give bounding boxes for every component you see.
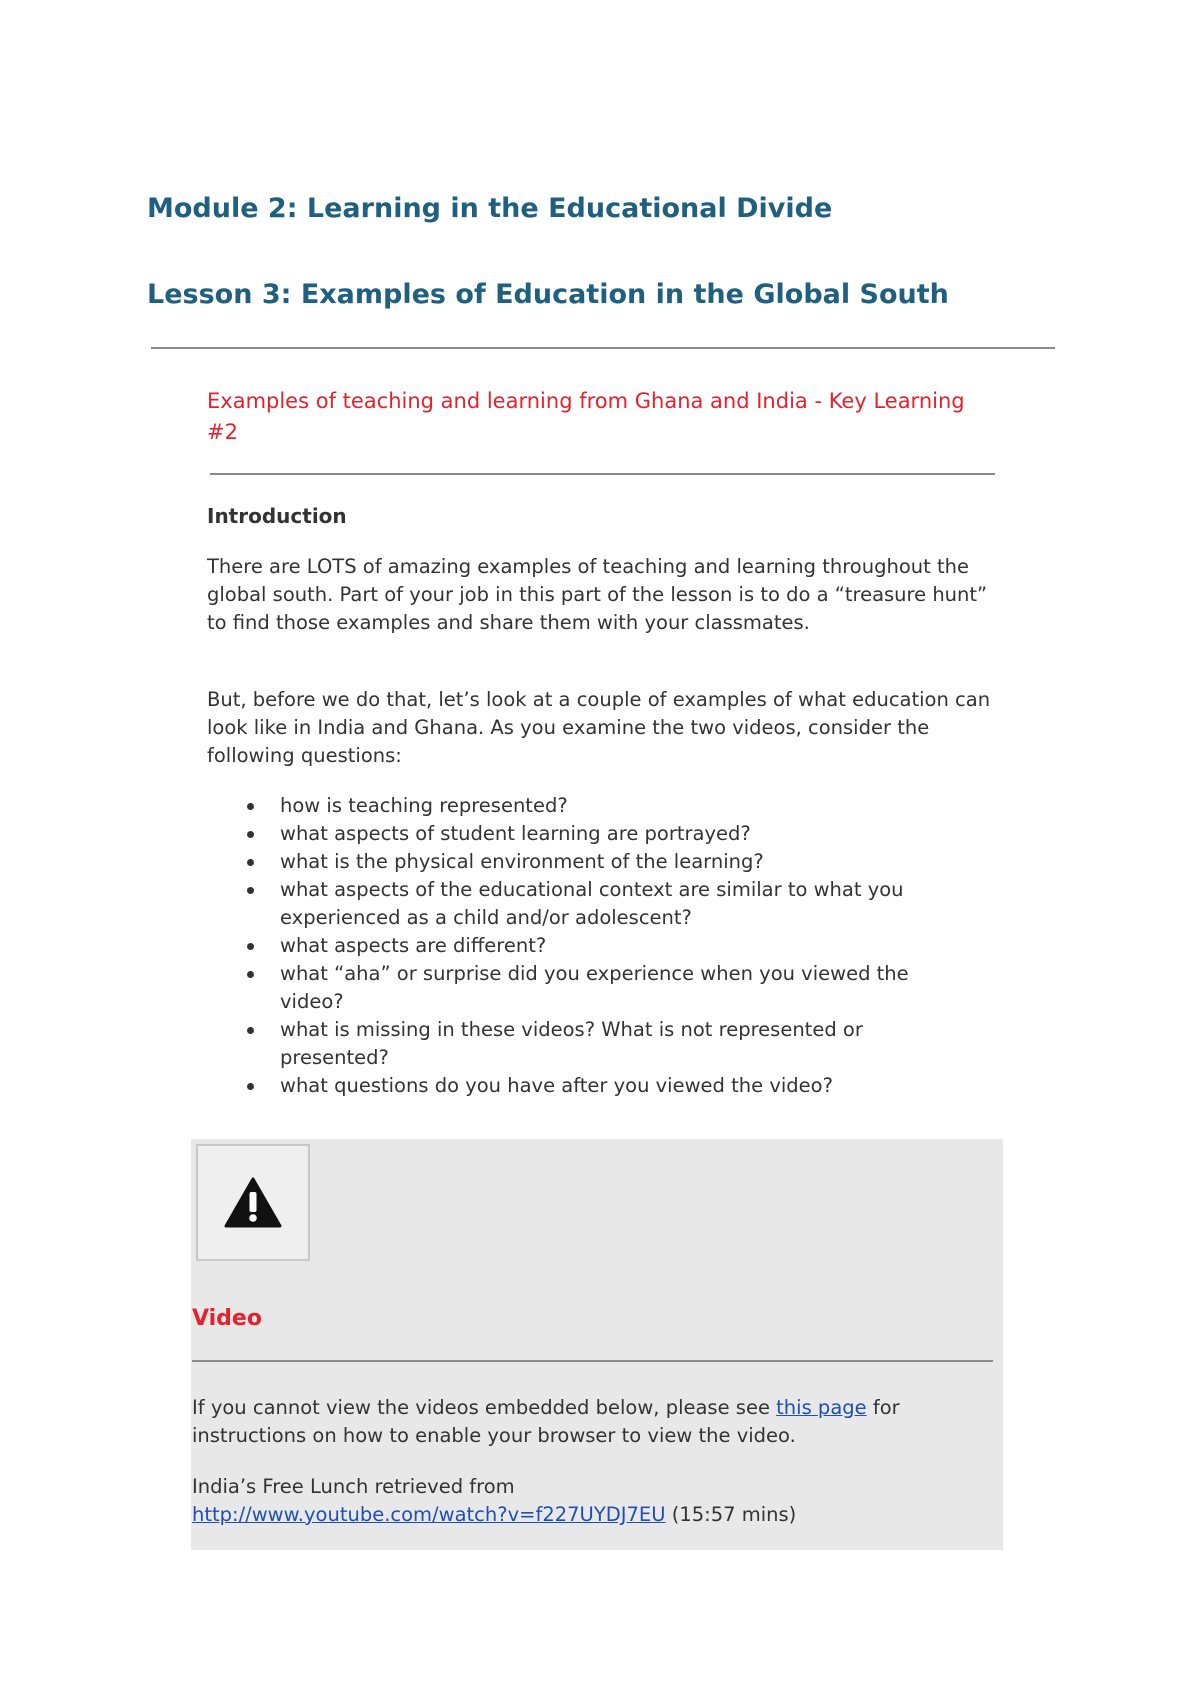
list-item: what is missing in these videos? What is not represented or presented? — [207, 1016, 967, 1072]
video-heading: Video — [192, 1306, 262, 1331]
video-note-after: for instructions on how to enable your browser to view the video. — [192, 1396, 900, 1447]
list-item: what “aha” or surprise did you experience when you viewed the video? — [207, 960, 967, 1016]
broken-image-placeholder — [196, 1144, 310, 1261]
video-note-before: If you cannot view the videos embedded below, please see — [192, 1396, 777, 1419]
top-divider — [151, 347, 1055, 349]
list-item: what questions do you have after you viewed the video? — [207, 1072, 967, 1100]
question-list — [207, 792, 967, 1100]
list-item: how is teaching represented? — [207, 792, 967, 820]
video-url-link[interactable]: http://www.youtube.com/watch?v=f227UYDJ7EU — [192, 1503, 666, 1526]
section-divider — [210, 473, 995, 475]
intro-heading: Introduction — [207, 504, 347, 528]
list-item: what is the physical environment of the learning? — [207, 848, 967, 876]
intro-paragraph-2: But, before we do that, let’s look at a couple of examples of what education can look like in India and Ghana. As you examine the two videos, consider the following questions: — [207, 688, 991, 767]
video-item-title: India’s Free Lunch retrieved from — [192, 1475, 515, 1498]
intro-paragraph-1: There are LOTS of amazing examples of teaching and learning throughout the global south. Part of your job in this part of the lesson is to do a “treasure hunt” to find those examples and share them with your classmates. — [207, 555, 988, 634]
list-item: what aspects of the educational context are similar to what you experienced as a child and/or adolescent? — [207, 876, 967, 932]
module-title: Module 2: Learning in the Educational Divide — [147, 193, 833, 224]
video-note — [192, 1394, 992, 1450]
warning-icon — [224, 1177, 282, 1229]
list-item: what aspects of student learning are portrayed? — [207, 820, 967, 848]
video-divider — [192, 1360, 993, 1362]
video-duration: (15:57 mins) — [665, 1503, 797, 1526]
list-item: what aspects are different? — [207, 932, 967, 960]
lesson-title: Lesson 3: Examples of Education in the Global South — [147, 279, 949, 310]
video-item — [192, 1473, 992, 1529]
section-heading: Examples of teaching and learning from Ghana and India - Key Learning #2 — [207, 389, 965, 444]
this-page-link[interactable]: this page — [776, 1396, 867, 1419]
